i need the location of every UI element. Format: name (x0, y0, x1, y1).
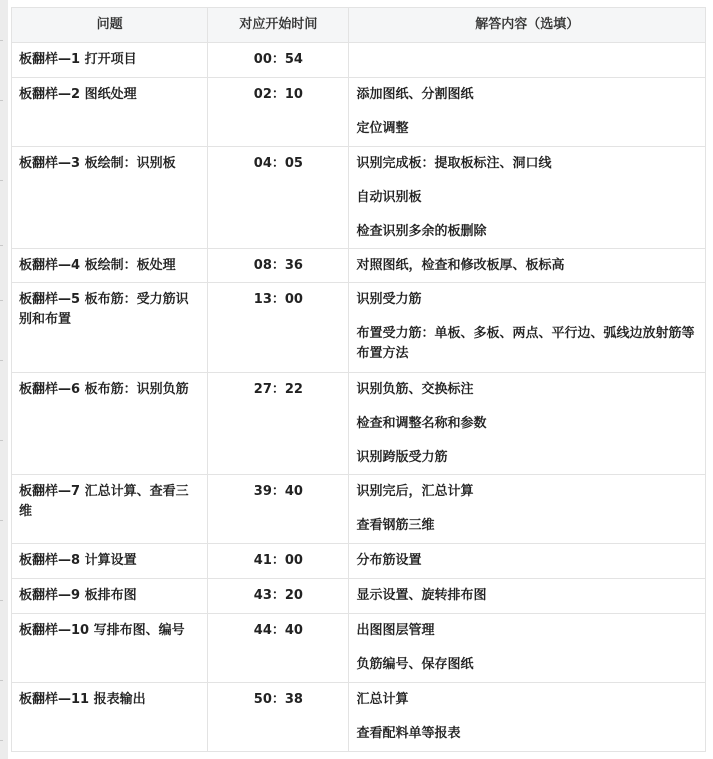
table-row (12, 78, 706, 147)
start-time-cell: 13：00 (208, 283, 349, 373)
start-time-cell: 27：22 (208, 373, 349, 475)
answer-line: 查看钢筋三维 (356, 518, 435, 533)
question-cell: 板翻样—6 板布筋：识别负筋 (12, 373, 208, 475)
question-cell: 板翻样—4 板绘制：板处理 (12, 249, 208, 283)
question-cell: 板翻样—11 报表输出 (12, 683, 208, 752)
answer-line: 识别受力筋 (356, 292, 422, 307)
answer-line: 检查和调整名称和参数 (356, 416, 487, 431)
answer-cell (349, 147, 706, 249)
answer-line: 添加图纸、分割图纸 (356, 87, 474, 102)
start-time-cell: 50：38 (208, 683, 349, 752)
table-row (12, 283, 706, 373)
answer-line: 识别完成板：提取板标注、洞口线 (356, 156, 552, 171)
table-row (12, 147, 706, 249)
start-time-cell: 43：20 (208, 579, 349, 614)
table-row (12, 475, 706, 544)
question-cell: 板翻样—1 打开项目 (12, 43, 208, 78)
start-time-cell: 00：54 (208, 43, 349, 78)
table-row (12, 544, 706, 579)
header-question: 问题 (12, 8, 208, 43)
question-cell: 板翻样—8 计算设置 (12, 544, 208, 579)
question-cell: 板翻样—9 板排布图 (12, 579, 208, 614)
table-row (12, 614, 706, 683)
answer-cell (349, 683, 706, 752)
answer-cell (349, 579, 706, 614)
start-time-cell: 02：10 (208, 78, 349, 147)
start-time-cell: 39：40 (208, 475, 349, 544)
answer-line: 负筋编号、保存图纸 (356, 657, 474, 672)
answer-cell (349, 544, 706, 579)
answer-cell (349, 373, 706, 475)
answer-line: 汇总计算 (356, 692, 409, 707)
answer-cell (349, 614, 706, 683)
table-row (12, 43, 706, 78)
table-header (12, 8, 706, 43)
start-time-cell: 08：36 (208, 249, 349, 283)
answer-line: 对照图纸，检查和修改板厚、板标高 (356, 258, 565, 273)
question-cell: 板翻样—7 汇总计算、查看三维 (12, 475, 208, 544)
start-time-cell: 44：40 (208, 614, 349, 683)
table-row (12, 683, 706, 752)
question-cell: 板翻样—2 图纸处理 (12, 78, 208, 147)
start-time-cell: 41：00 (208, 544, 349, 579)
header-answer: 解答内容（选填） (349, 8, 706, 43)
left-gutter (0, 0, 8, 759)
answer-line: 定位调整 (356, 121, 409, 136)
answer-line: 查看配料单等报表 (356, 726, 461, 741)
answer-line: 显示设置、旋转排布图 (356, 588, 487, 603)
answer-cell (349, 283, 706, 373)
header-row (12, 8, 706, 43)
header-start-time: 对应开始时间 (208, 8, 349, 43)
question-cell: 板翻样—5 板布筋：受力筋识别和布置 (12, 283, 208, 373)
table-body (12, 43, 706, 752)
tutorial-table (11, 7, 706, 752)
start-time-cell: 04：05 (208, 147, 349, 249)
question-cell: 板翻样—10 写排布图、编号 (12, 614, 208, 683)
answer-cell (349, 78, 706, 147)
answer-cell (349, 43, 706, 78)
table-row (12, 579, 706, 614)
answer-line: 识别负筋、交换标注 (356, 382, 474, 397)
answer-line: 识别完后，汇总计算 (356, 484, 474, 499)
answer-line: 分布筋设置 (356, 553, 422, 568)
answer-line: 出图图层管理 (356, 623, 435, 638)
answer-line: 识别跨版受力筋 (356, 450, 448, 465)
question-cell: 板翻样—3 板绘制：识别板 (12, 147, 208, 249)
answer-cell (349, 249, 706, 283)
answer-line: 检查识别多余的板删除 (356, 224, 487, 239)
answer-line: 布置受力筋：单板、多板、两点、平行边、弧线边放射筋等布置方法 (356, 326, 695, 361)
answer-line: 自动识别板 (356, 190, 422, 205)
answer-cell (349, 475, 706, 544)
table-row (12, 373, 706, 475)
table-row (12, 249, 706, 283)
